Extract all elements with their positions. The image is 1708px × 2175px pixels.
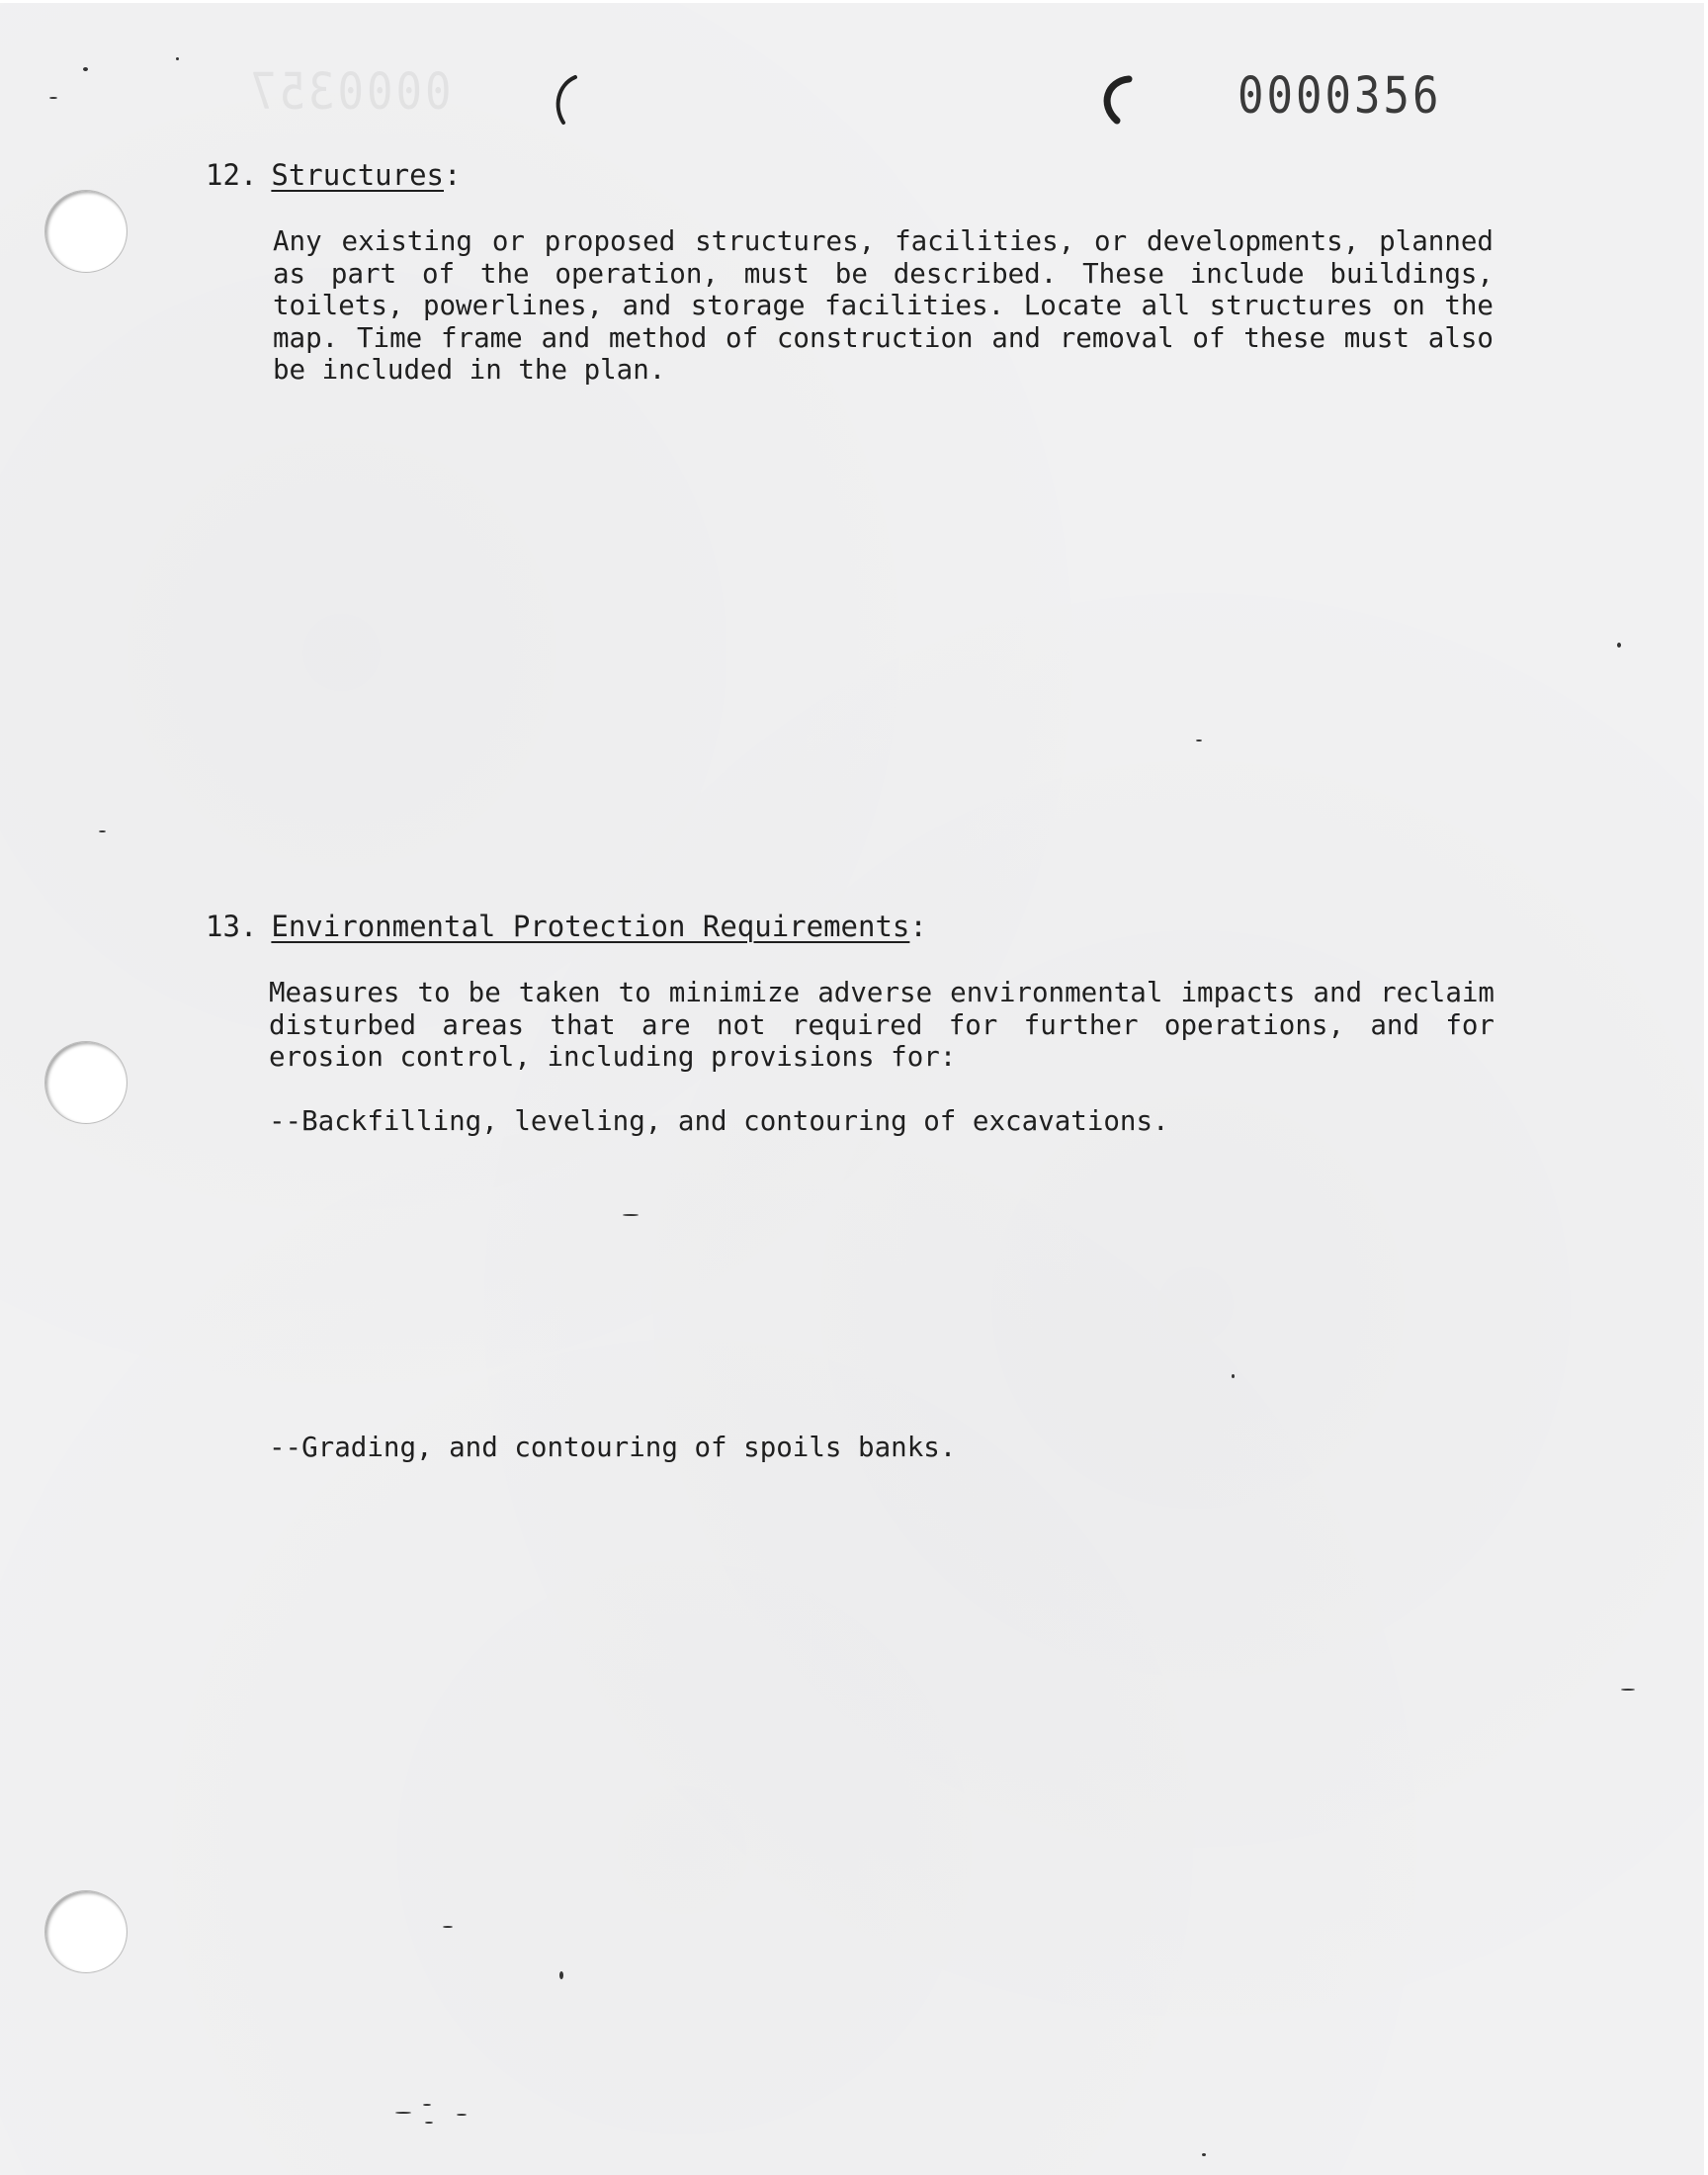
scan-speck	[83, 67, 88, 71]
section-13-paragraph: Measures to be taken to minimize adverse environmental impacts and reclaim disturbed areas that are not required for further operations, and for erosion control, including provisions for:	[269, 977, 1494, 1073]
section-13-title: Environmental Protection Requirements	[271, 910, 910, 943]
section-12-colon: :	[444, 158, 462, 192]
scan-speck	[559, 1971, 563, 1979]
page-right-edge	[1704, 0, 1708, 2175]
bleed-through-stamp: 0000357	[247, 63, 452, 122]
scan-speck	[623, 1214, 639, 1216]
scan-speck	[457, 2114, 467, 2116]
scan-speck	[1196, 740, 1202, 741]
punch-hole-top	[44, 190, 128, 273]
punch-hole-middle	[44, 1041, 128, 1124]
scan-speck	[1232, 1374, 1235, 1378]
section-13-colon: :	[909, 910, 927, 943]
scan-speck	[1202, 2153, 1206, 2156]
scan-speck	[99, 830, 106, 832]
scan-speck	[423, 2104, 431, 2106]
scan-speck	[395, 2112, 411, 2114]
scan-speck	[176, 57, 179, 60]
section-12-title: Structures	[271, 158, 444, 192]
scan-speck	[1621, 1689, 1635, 1691]
document-number-stamp: 0000356	[1238, 67, 1442, 126]
section-12-heading	[206, 158, 461, 192]
scan-speck	[49, 97, 57, 99]
bracket-mark-right-icon	[1091, 71, 1135, 127]
section-13-item-grading: --Grading, and contouring of spoils banks.	[269, 1432, 957, 1463]
section-12-paragraph: Any existing or proposed structures, facilities, or developments, planned as part of the operation, must be described. These include buildings, toilets, powerlines, and storage facilities. Locate all structures on the map. Time frame and method of construction and removal of these must also be included in the plan.	[273, 225, 1494, 386]
punch-hole-bottom	[44, 1890, 128, 1973]
bracket-mark-left-icon	[546, 71, 589, 127]
scan-speck	[443, 1926, 453, 1928]
page-top-edge	[0, 0, 1708, 3]
scan-speck	[1617, 643, 1621, 648]
scan-speck	[425, 2122, 433, 2124]
section-13-number: 13.	[206, 910, 258, 943]
section-12-number: 12.	[206, 158, 258, 192]
section-13-heading	[206, 910, 927, 943]
section-13-item-backfilling: --Backfilling, leveling, and contouring of excavations.	[269, 1105, 1169, 1137]
